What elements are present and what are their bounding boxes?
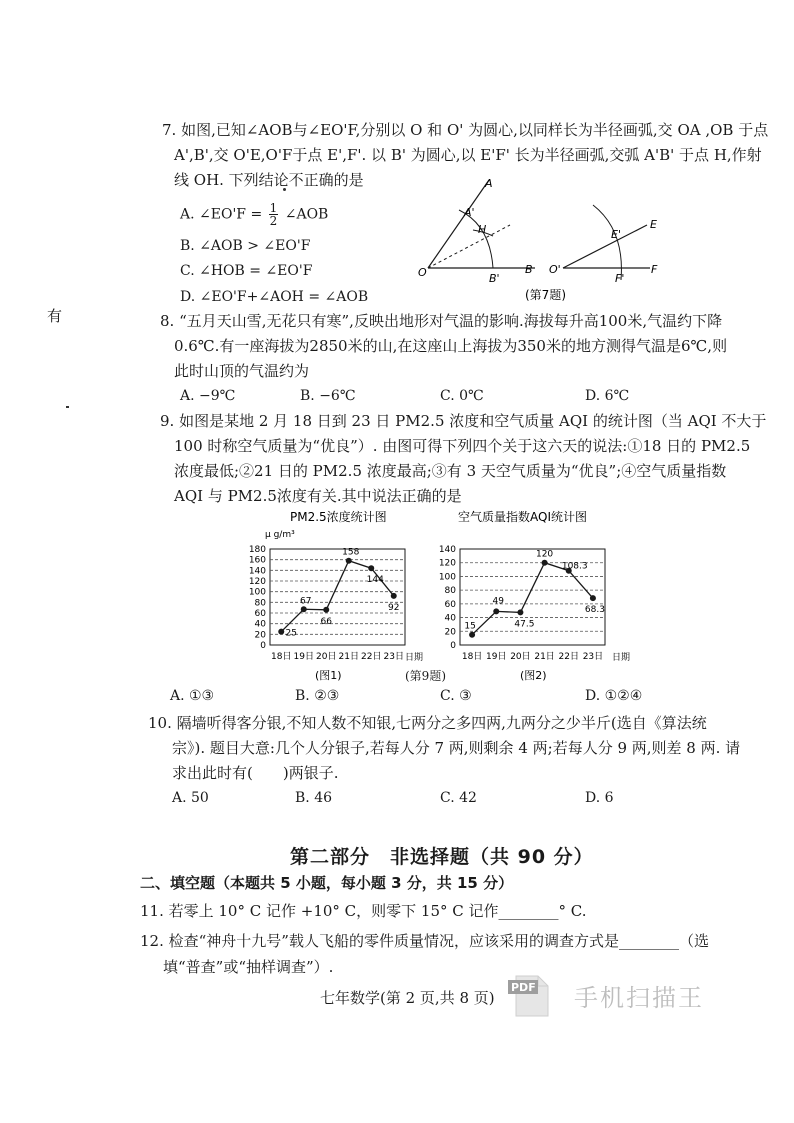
chart1-xlabel: 日期 <box>405 653 424 663</box>
c1-data-point <box>368 565 374 571</box>
c2-xtick-label: 19日 <box>486 652 507 662</box>
label-b1: B' <box>489 272 500 285</box>
q7-caption: (第7题) <box>525 288 566 302</box>
label-o: O <box>418 266 427 279</box>
c1-ytick-label: 20 <box>254 630 266 641</box>
label-f: F <box>651 263 658 276</box>
q11: 11. 若零上 10° C 记作 +10° C，则零下 15° C 记作________° C. <box>140 902 587 920</box>
c2-data-label: 15 <box>464 621 476 632</box>
label-a: A <box>485 177 493 190</box>
q9-option-c: C. ③ <box>440 688 472 704</box>
c2-xtick-label: 18日 <box>461 652 483 662</box>
c1-ytick-label: 160 <box>248 555 266 566</box>
fraction-denominator: 2 <box>269 214 278 228</box>
label-f1: F' <box>615 272 625 285</box>
c1-data-label: 67 <box>300 596 312 607</box>
ray-o1e <box>563 225 647 268</box>
q9-line2: 100 时称空气质量为“优良”）. 由图可得下列四个关于这六天的说法:①18 日的 PM2.5 <box>174 437 751 455</box>
c1-data-point <box>301 606 307 612</box>
chart1-ylabel: μ g/m³ <box>265 530 295 540</box>
c2-data-label: 47.5 <box>514 619 535 630</box>
c2-data-label: 108.3 <box>561 561 588 572</box>
q7-option-a-fraction <box>269 202 279 227</box>
c1-ytick-label: 120 <box>248 577 266 587</box>
chart1-title: PM2.5浓度统计图 <box>290 510 387 524</box>
aqi-chart <box>425 505 635 685</box>
q9-line4: AQI 与 PM2.5浓度有关.其中说法正确的是 <box>174 487 462 505</box>
label-e: E <box>650 218 657 231</box>
q8-line3: 此时山顶的气温约为 <box>174 362 310 380</box>
c2-xtick-label: 23日 <box>582 652 604 662</box>
c2-data-point <box>469 632 475 638</box>
q9-option-b: B. ②③ <box>295 688 340 704</box>
label-h: H <box>478 223 487 236</box>
q12-line2: 填“普查”或“抽样调查”）. <box>163 958 334 976</box>
watermark-text: 手机扫描王 <box>574 984 704 1012</box>
q10-option-c: C. 42 <box>440 790 477 806</box>
q9-line3: 浓度最低;②21 日的 PM2.5 浓度最高;③有 3 天空气质量为“优良”;④空气质量指数 <box>174 462 727 480</box>
q7-option-a <box>180 202 328 227</box>
margin-dot <box>66 406 69 408</box>
q7-line2: A',B',交 O'E,O'F于点 E',F'. 以 B' 为圆心,以 E'F' 长为半径画弧,交弧 A'B' 于点 H,作射 <box>174 146 762 164</box>
q7-line1: 7. 如图,已知∠AOB与∠EO'F,分别以 O 和 O' 为圆心,以同样长为半径画弧,交 OA ,OB 于点 <box>162 121 769 139</box>
c1-ytick-label: 40 <box>254 619 266 630</box>
label-a1: A' <box>464 206 475 219</box>
pdf-badge: PDF <box>511 981 536 994</box>
chart2-title: 空气质量指数AQI统计图 <box>458 510 587 524</box>
arc-e1f1 <box>593 205 621 280</box>
scanner-watermark <box>508 970 768 1020</box>
label-b: B <box>525 263 533 276</box>
c2-ytick-label: 40 <box>444 613 456 624</box>
q7-option-a-suffix: ∠AOB <box>284 206 329 223</box>
pm25-chart <box>225 505 425 685</box>
c2-ytick-label: 0 <box>450 641 456 651</box>
c2-ytick-label: 80 <box>444 586 456 597</box>
q8-option-d: D. 6℃ <box>585 388 630 404</box>
q8-option-c: C. 0℃ <box>440 388 484 404</box>
c1-xtick-label: 18日 <box>271 652 292 662</box>
ray-oh <box>428 225 510 268</box>
q7-option-a-prefix: A. ∠EO'F = <box>180 206 263 223</box>
c1-xtick-label: 22日 <box>361 652 382 662</box>
q9-option-d: D. ①②④ <box>585 688 643 704</box>
c1-data-point <box>391 593 397 599</box>
q8-line1: 8. “五月天山雪,无花只有寒”,反映出地形对气温的影响.海拔每升高100米,气温约下降 <box>160 312 723 330</box>
c2-data-point <box>493 608 499 614</box>
c2-data-label: 68.3 <box>584 605 605 616</box>
q12-line1: 12. 检查“神舟十九号”载人飞船的零件质量情况，应该采用的调查方式是________（选 <box>140 932 709 950</box>
c1-xtick-label: 21日 <box>338 652 359 662</box>
c1-ytick-label: 80 <box>254 598 266 609</box>
c2-ytick-label: 140 <box>438 545 456 555</box>
q10-option-b: B. 46 <box>295 790 333 806</box>
c1-series-line <box>281 561 394 632</box>
c2-data-point <box>517 609 523 615</box>
c2-data-label: 49 <box>492 596 504 607</box>
part2-title: 第二部分 非选择题（共 90 分） <box>290 846 594 868</box>
c1-ytick-label: 180 <box>248 545 266 555</box>
c1-ytick-label: 140 <box>248 566 266 577</box>
section-fill-in: 二、填空题（本题共 5 小题，每小题 3 分，共 15 分） <box>140 874 514 892</box>
q10-line2: 宗》). 题目大意:几个人分银子,若每人分 7 两,则剩余 4 两;若每人分 9 两,则差 8 两. 请 <box>172 739 741 757</box>
c2-ytick-label: 20 <box>444 627 456 638</box>
c2-xtick-label: 21日 <box>534 652 555 662</box>
pdf-doc-icon <box>508 970 552 1020</box>
chart2-xlabel: 日期 <box>612 653 631 663</box>
q7-option-c: C. ∠HOB = ∠EO'F <box>180 263 313 279</box>
c1-ytick-label: 0 <box>260 641 266 651</box>
q10-option-d: D. 6 <box>585 790 614 806</box>
c1-data-label: 158 <box>342 547 360 558</box>
fraction-numerator: 1 <box>269 201 278 215</box>
label-o1: O' <box>549 263 561 276</box>
c1-data-label: 144 <box>366 575 384 586</box>
c1-xtick-label: 23日 <box>383 652 404 662</box>
q8-line2: 0.6℃.有一座海拔为2850米的山,在这座山上海拔为350米的地方测得气温是6℃,则 <box>174 337 728 355</box>
label-e1: E' <box>611 228 621 241</box>
q8-option-a: A. −9℃ <box>180 388 236 404</box>
q9-line1: 9. 如图是某地 2 月 18 日到 23 日 PM2.5 浓度和空气质量 AQI 的统计图（当 AQI 不大于 <box>160 412 767 430</box>
c1-ytick-label: 60 <box>254 609 266 619</box>
margin-char: 有 <box>47 307 63 325</box>
q7-geometry-figure <box>415 170 680 305</box>
page-footer: 七年数学(第 2 页,共 8 页) <box>320 989 495 1007</box>
q7-line3: 线 OH. 下列结论不正确的是 <box>174 171 364 189</box>
c1-data-label: 66 <box>320 616 332 627</box>
c1-data-point <box>346 558 352 564</box>
c2-ytick-label: 100 <box>438 572 456 583</box>
q10-line3: 求出此时有( )两银子. <box>172 764 339 782</box>
q7-option-d: D. ∠EO'F+∠AOH = ∠AOB <box>180 289 369 305</box>
q8-option-b: B. −6℃ <box>300 388 356 404</box>
c1-ytick-label: 100 <box>248 587 266 598</box>
c1-xtick-label: 20日 <box>316 652 337 662</box>
c2-data-point <box>542 560 548 566</box>
c1-data-point <box>278 629 284 635</box>
c1-data-label: 92 <box>388 602 400 613</box>
q10-line1: 10. 隔墙听得客分银,不知人数不知银,七两分之多四两,九两分之少半斤(选自《算法统 <box>148 714 707 732</box>
c2-ytick-label: 120 <box>438 558 456 569</box>
chart1-caption: (图1) <box>315 669 342 682</box>
q7-option-b: B. ∠AOB > ∠EO'F <box>180 238 311 254</box>
c2-xtick-label: 20日 <box>510 652 531 662</box>
q9-caption: (第9题) <box>405 669 446 683</box>
c1-xtick-label: 19日 <box>293 652 314 662</box>
chart2-caption: (图2) <box>520 669 547 682</box>
q10-option-a: A. 50 <box>172 790 209 806</box>
c2-data-point <box>590 595 596 601</box>
c2-data-label: 120 <box>535 549 554 560</box>
c1-data-point <box>323 607 329 613</box>
c2-ytick-label: 60 <box>444 599 456 610</box>
c1-data-label: 25 <box>285 628 297 639</box>
c2-xtick-label: 22日 <box>558 652 579 662</box>
q9-option-a: A. ①③ <box>170 688 215 704</box>
